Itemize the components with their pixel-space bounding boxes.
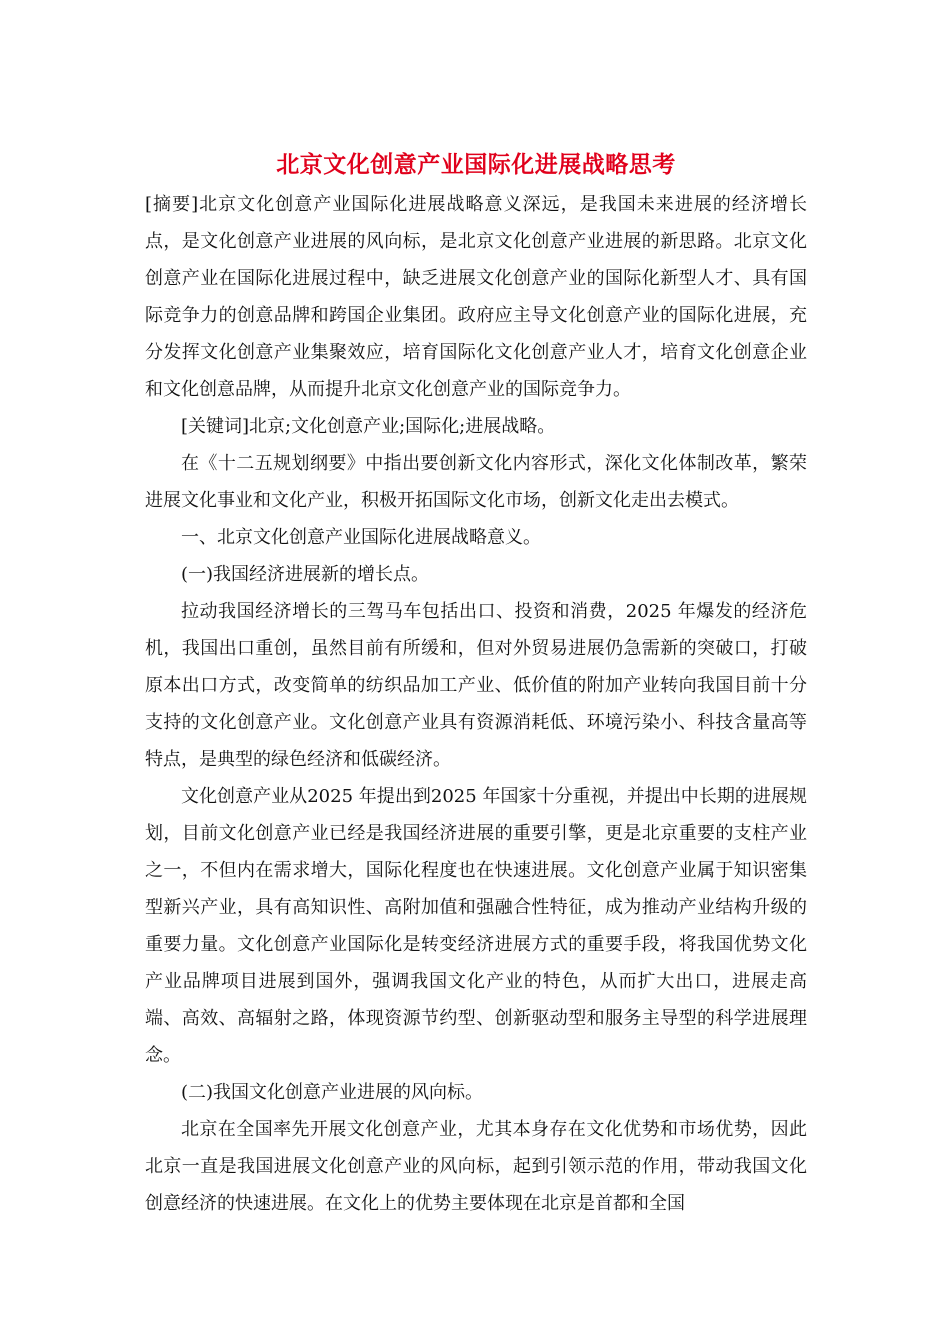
document-page: [145, 148, 807, 1222]
subsection-heading: (一)我国经济进展新的增长点。: [181, 564, 430, 585]
body-paragraph: 在《十二五规划纲要》中指出要创新文化内容形式，深化文化体制改革，繁荣进展文化事业和文化产业，积极开拓国际文化市场，创新文化走出去模式。: [145, 453, 807, 511]
document-title: 北京文化创意产业国际化进展战略思考: [276, 151, 676, 178]
subsection-heading: (二)我国文化创意产业进展的风向标。: [181, 1082, 484, 1103]
body-paragraph: 北京在全国率先开展文化创意产业，尤其本身存在文化优势和市场优势，因此北京一直是我国进展文化创意产业的风向标，起到引领示范的作用，带动我国文化创意经济的快速进展。在文化上的优势主要体现在北京是首都和全国: [145, 1119, 807, 1214]
keywords-paragraph: [关键词]北京;文化创意产业;国际化;进展战略。: [181, 416, 556, 437]
body-paragraph: 文化创意产业从2025 年提出到2025 年国家十分重视，并提出中长期的进展规划，目前文化创意产业已经是我国经济进展的重要引擎，更是北京重要的支柱产业之一，不但内在需求增大，国际化程度也在快速进展。文化创意产业属于知识密集型新兴产业，具有高知识性、高附加值和强融合性特征，成为推动产业结构升级的重要力量。文化创意产业国际化是转变经济进展方式的重要手段，将我国优势文化产业品牌项目进展到国外，强调我国文化产业的特色，从而扩大出口，进展走高端、高效、高辐射之路，体现资源节约型、创新驱动型和服务主导型的科学进展理念。: [145, 786, 807, 1066]
body-paragraph: 拉动我国经济增长的三驾马车包括出口、投资和消费，2025 年爆发的经济危机，我国出口重创，虽然目前有所缓和，但对外贸易进展仍急需新的突破口，打破原本出口方式，改变简单的纺织品加工产业、低价值的附加产业转向我国目前十分支持的文化创意产业。文化创意产业具有资源消耗低、环境污染小、科技含量高等特点，是典型的绿色经济和低碳经济。: [145, 601, 807, 770]
section-heading: 一、北京文化创意产业国际化进展战略意义。: [181, 527, 541, 548]
abstract-paragraph: [摘要]北京文化创意产业国际化进展战略意义深远，是我国未来进展的经济增长点，是文化创意产业进展的风向标，是北京文化创意产业进展的新思路。北京文化创意产业在国际化进展过程中，缺乏进展文化创意产业的国际化新型人才、具有国际竞争力的创意品牌和跨国企业集团。政府应主导文化创意产业的国际化进展，充分发挥文化创意产业集聚效应，培育国际化文化创意产业人才，培育文化创意企业和文化创意品牌，从而提升北京文化创意产业的国际竞争力。: [145, 194, 807, 400]
